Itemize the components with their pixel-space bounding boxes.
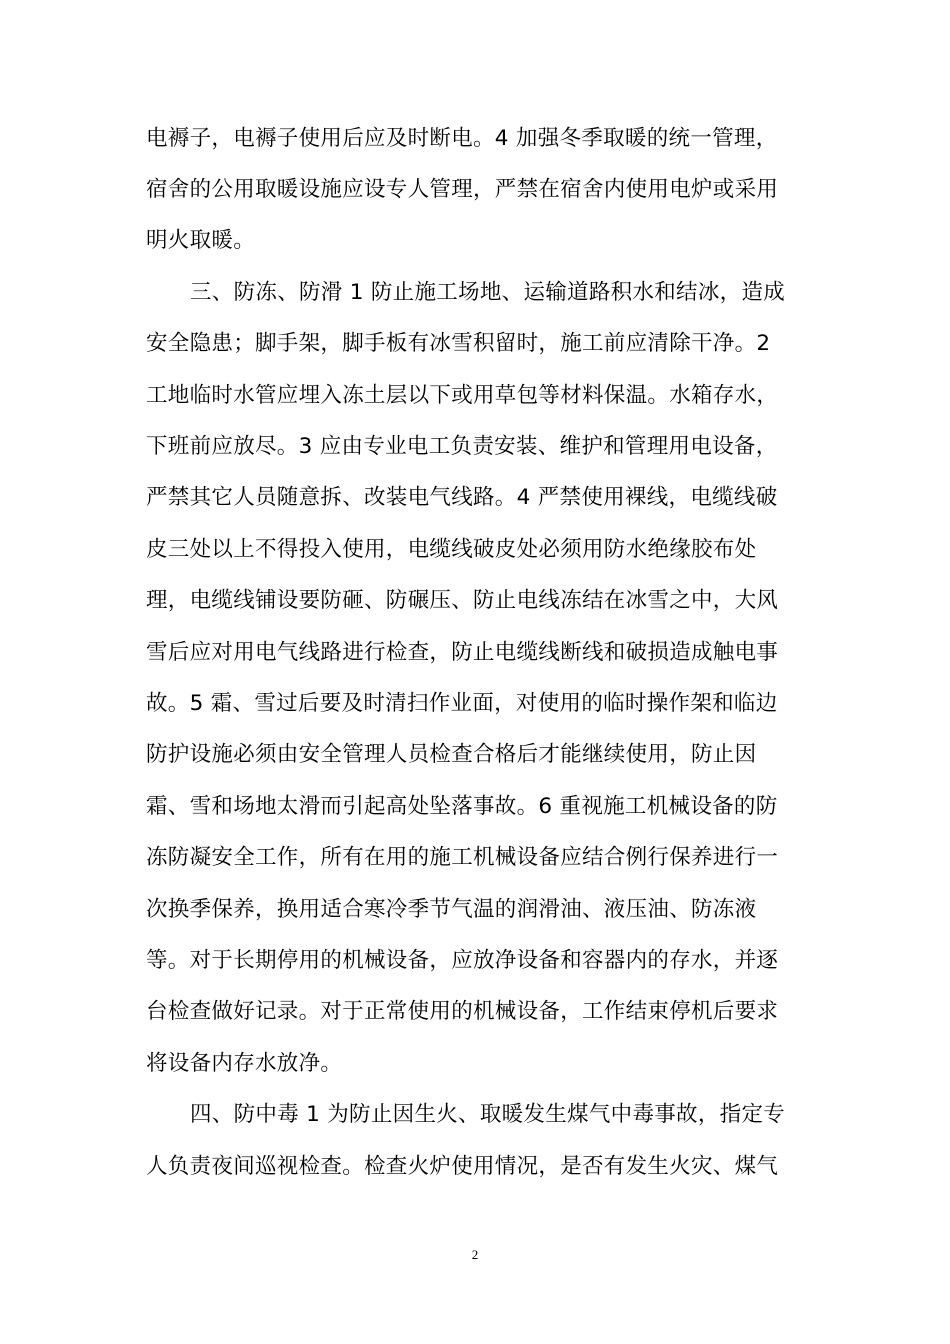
text-line: 下班前应放尽。3 应由专业电工负责安装、维护和管理用电设备，	[146, 434, 778, 459]
text-line: 霜、雪和场地太滑而引起高处坠落事故。6 重视施工机械设备的防	[146, 794, 778, 819]
text-line: 明火取暖。	[146, 228, 256, 253]
section-heading-line: 四、防中毒 1 为防止因生火、取暖发生煤气中毒事故，指定专	[190, 1102, 786, 1127]
text-line: 严禁其它人员随意拆、改装电气线路。4 严禁使用裸线，电缆线破	[146, 485, 778, 510]
text-line: 次换季保养，换用适合寒冷季节气温的润滑油、液压油、防冻液	[146, 897, 757, 922]
text-line: 冻防凝安全工作，所有在用的施工机械设备应结合例行保养进行一	[146, 845, 779, 870]
page-number: 2	[471, 1247, 479, 1262]
text-line: 雪后应对用电气线路进行检查，防止电缆线断线和破损造成触电事	[146, 640, 779, 665]
text-line: 电褥子，电褥子使用后应及时断电。4 加强冬季取暖的统一管理，	[146, 126, 778, 151]
section-heading-line: 三、防冻、防滑 1 防止施工场地、运输道路积水和结冰，造成	[190, 280, 786, 305]
text-line: 台检查做好记录。对于正常使用的机械设备，工作结束停机后要求	[146, 999, 779, 1024]
text-line: 安全隐患；脚手架，脚手板有冰雪积留时，施工前应清除干净。2	[146, 331, 771, 356]
text-line: 工地临时水管应埋入冻土层以下或用草包等材料保温。水箱存水，	[146, 383, 779, 408]
text-line: 等。对于长期停用的机械设备，应放净设备和容器内的存水，并逐	[146, 948, 779, 973]
text-line: 防护设施必须由安全管理人员检查合格后才能继续使用，防止因	[146, 742, 757, 767]
text-line: 皮三处以上不得投入使用，电缆线破皮处必须用防水绝缘胶布处	[146, 537, 757, 562]
text-line: 宿舍的公用取暖设施应设专人管理，严禁在宿舍内使用电炉或采用	[146, 177, 779, 202]
text-line: 将设备内存水放净。	[146, 1051, 343, 1076]
text-line: 人负责夜间巡视检查。检查火炉使用情况，是否有发生火灾、煤气	[146, 1154, 779, 1179]
text-line: 理，电缆线铺设要防砸、防碾压、防止电线冻结在冰雪之中，大风	[146, 588, 779, 613]
text-line: 故。5 霜、雪过后要及时清扫作业面，对使用的临时操作架和临边	[146, 691, 778, 716]
